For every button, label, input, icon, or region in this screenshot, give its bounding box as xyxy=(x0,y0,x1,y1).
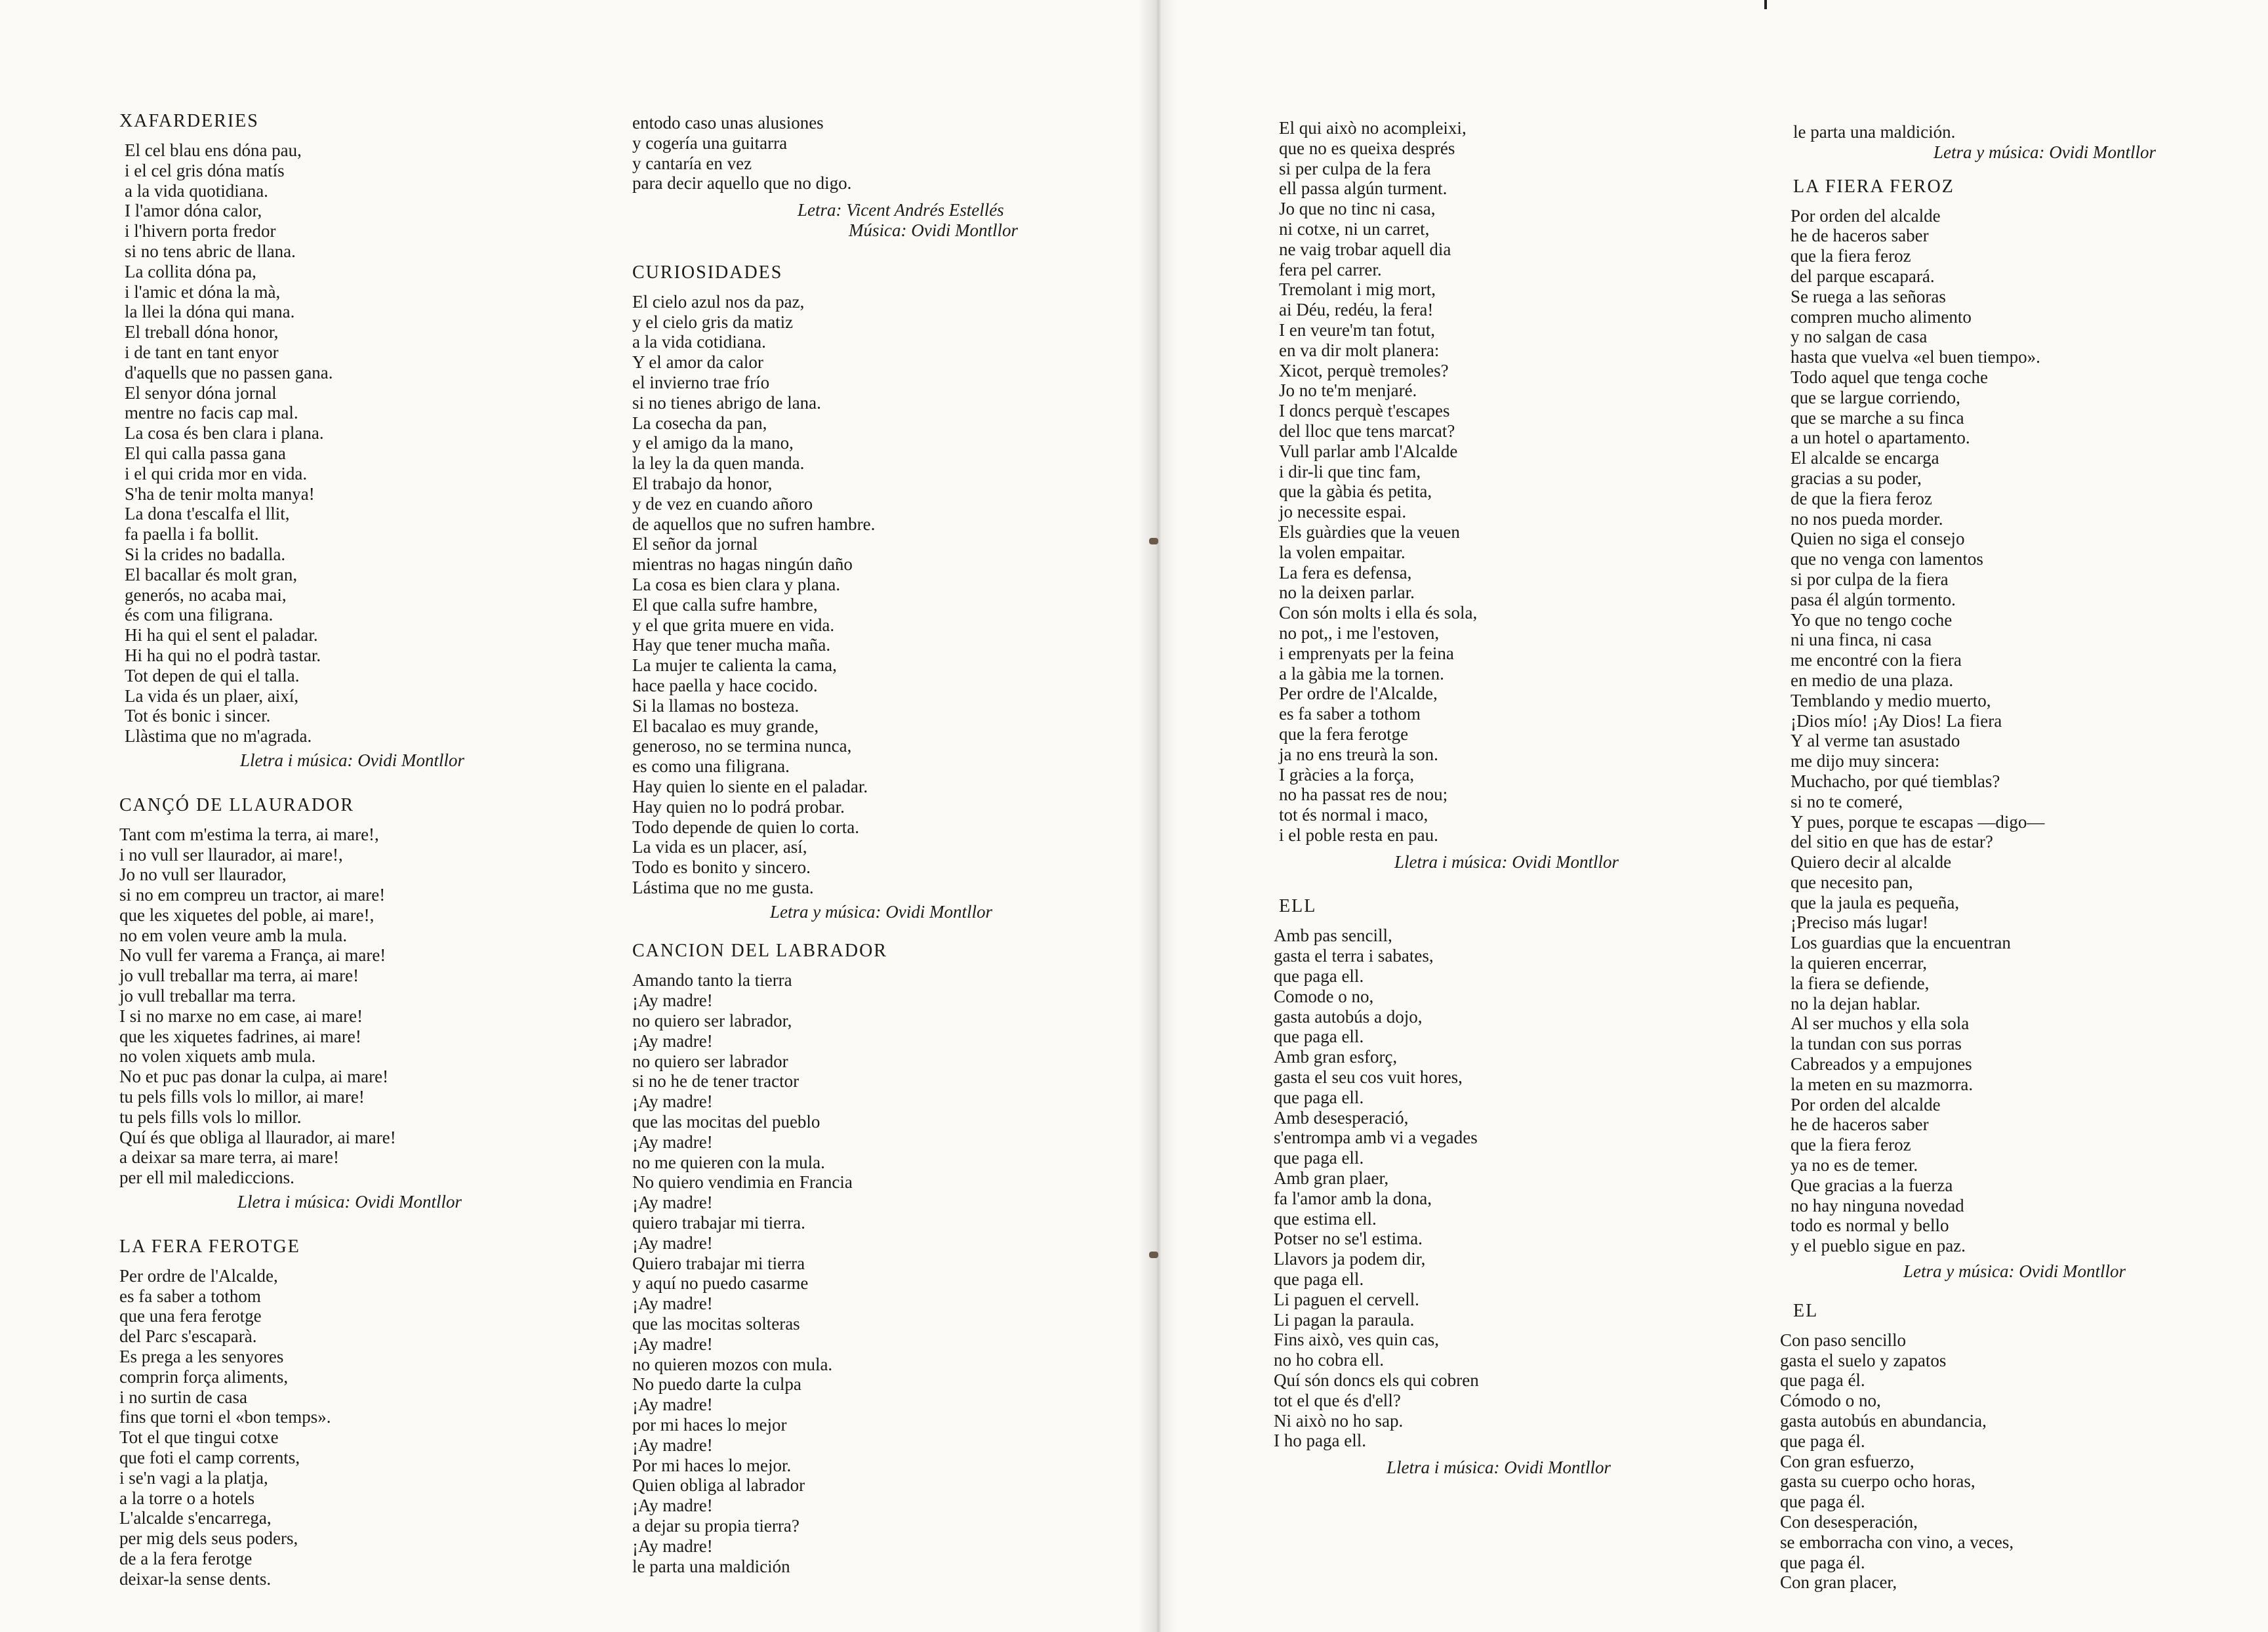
lyric-line: todo es normal y bello xyxy=(1791,1215,1949,1236)
lyric-line: la llei la dóna qui mana. xyxy=(125,302,295,322)
lyric-line: i el poble resta en pau. xyxy=(1279,825,1438,845)
lyric-line: ni una finca, ni casa xyxy=(1791,630,1932,650)
lyric-line: que paga ell. xyxy=(1274,1027,1364,1047)
lyric-line: ai Déu, redéu, la fera! xyxy=(1279,300,1434,320)
lyric-line: i dir-li que tinc fam, xyxy=(1279,461,1421,481)
lyric-line: quiero trabajar mi tierra. xyxy=(632,1213,805,1233)
lyric-line: No et puc pas donar la culpa, ai mare! xyxy=(119,1067,389,1087)
lyric-line: no me quieren con la mula. xyxy=(632,1152,825,1172)
lyric-line: de a la fera ferotge xyxy=(119,1549,253,1568)
lyric-line: ¡Ay madre! xyxy=(632,1435,713,1455)
lyric-line: per ell mil malediccions. xyxy=(119,1168,294,1188)
lyric-line: ¡Ay madre! xyxy=(632,1030,713,1051)
lyric-line: ya no es de temer. xyxy=(1791,1155,1918,1175)
lyric-line: El qui això no acompleixi, xyxy=(1279,118,1467,138)
lyric-line: Per ordre de l'Alcalde, xyxy=(1279,683,1438,704)
lyric-line: Jo no te'm menjaré. xyxy=(1279,380,1417,401)
lyric-line: jo necessite espai. xyxy=(1279,502,1407,522)
lyric-line: I gràcies a la força, xyxy=(1279,764,1415,785)
lyric-line: si por culpa de la fiera xyxy=(1791,569,1949,589)
lyric-line: Al ser muchos y ella sola xyxy=(1791,1013,1970,1034)
lyric-line: Con gran esfuerzo, xyxy=(1780,1451,1914,1471)
lyric-line: El senyor dóna jornal xyxy=(125,382,277,403)
lyric-line: no nos pueda morder. xyxy=(1791,508,1943,529)
lyric-line: Xicot, perquè tremoles? xyxy=(1279,360,1449,380)
lyric-line: y el amigo da la mano, xyxy=(632,433,794,453)
song-title: LA FERA FEROTGE xyxy=(119,1236,300,1257)
column-1 xyxy=(119,112,592,1589)
lyric-line: Por orden del alcalde xyxy=(1791,1094,1941,1114)
lyric-line: I l'amor dóna calor, xyxy=(125,201,262,221)
lyric-line: és com una filigrana. xyxy=(125,605,273,625)
lyric-line: i emprenyats per la feina xyxy=(1279,643,1454,663)
lyric-line: i no surtin de casa xyxy=(119,1387,247,1407)
lyric-line: generoso, no se termina nunca, xyxy=(632,736,852,756)
lyric-line: Amb desesperació, xyxy=(1274,1107,1409,1128)
lyric-line: que paga ell. xyxy=(1274,1148,1364,1168)
lyric-line: Jo que no tinc ni casa, xyxy=(1279,199,1436,219)
lyric-line: a dejar su propia tierra? xyxy=(632,1516,800,1536)
song-lyrics xyxy=(632,292,1104,898)
lyric-line: y no salgan de casa xyxy=(1791,327,1928,347)
lyric-line: Todo aquel que tenga coche xyxy=(1791,367,1988,387)
lyric-line: y de vez en cuando añoro xyxy=(632,493,813,514)
lyric-line: para decir aquello que no digo. xyxy=(632,173,852,194)
lyric-line: Li pagan la paraula. xyxy=(1274,1309,1415,1330)
staple-hole xyxy=(1149,1252,1158,1258)
lyric-line: gasta autobús en abundancia, xyxy=(1780,1411,1987,1431)
lyric-line: a la vida quotidiana. xyxy=(125,180,268,201)
lyric-line: Quiero trabajar mi tierra xyxy=(632,1253,805,1273)
lyric-line: no quieren mozos con mula. xyxy=(632,1354,833,1374)
lyric-line: i l'hivern porta fredor xyxy=(125,221,276,241)
lyric-line: la tundan con sus porras xyxy=(1791,1034,1962,1054)
lyric-line: a un hotel o apartamento. xyxy=(1791,428,1970,448)
lyric-line: Por mi haces lo mejor. xyxy=(632,1455,792,1475)
lyric-line: no quiero ser labrador xyxy=(632,1051,788,1071)
lyric-line: no em volen veure amb la mula. xyxy=(119,925,348,945)
lyric-line: I en veure'm tan fotut, xyxy=(1279,319,1436,340)
lyric-line: i l'amic et dóna la mà, xyxy=(125,281,281,302)
lyric-line: que necesito pan, xyxy=(1791,872,1913,892)
lyric-line: la meten en su mazmorra. xyxy=(1791,1074,1974,1094)
lyric-line: que paga él. xyxy=(1780,1431,1865,1451)
lyric-line: Hay quien no lo podrá probar. xyxy=(632,796,845,817)
song-lyrics xyxy=(632,970,1104,1576)
lyric-line: Potser no se'l estima. xyxy=(1274,1229,1423,1249)
lyric-line: El señor da jornal xyxy=(632,534,758,554)
lyric-line: Cabreados y a empujones xyxy=(1791,1054,1972,1074)
song-lyrics xyxy=(119,1266,592,1589)
lyric-line: Li paguen el cervell. xyxy=(1274,1289,1419,1309)
lyric-line: que estima ell. xyxy=(1274,1208,1377,1229)
lyric-line: gasta el seu cos vuit hores, xyxy=(1274,1067,1463,1088)
song-title: CANÇÓ DE LLAURADOR xyxy=(119,794,354,815)
lyric-line: ¡Preciso más lugar! xyxy=(1791,912,1928,933)
lyric-line: deixar-la sense dents. xyxy=(119,1568,272,1589)
song-credit: Letra: Vicent Andrés Estellés xyxy=(798,200,1004,220)
lyric-line: ¡Ay madre! xyxy=(632,1536,713,1556)
lyric-line: La mujer te calienta la cama, xyxy=(632,655,837,676)
lyric-line: que se marche a su finca xyxy=(1791,407,1964,428)
lyric-line: gracias a su poder, xyxy=(1791,468,1922,488)
lyric-line: ja no ens treurà la son. xyxy=(1279,744,1438,764)
lyric-line: El bacallar és molt gran, xyxy=(125,564,298,584)
lyric-line: y el que grita muere en vida. xyxy=(632,615,835,635)
column-2 xyxy=(632,113,1104,1576)
lyric-line: fins que torni el «bon temps». xyxy=(119,1407,331,1427)
lyric-line: Quien obliga al labrador xyxy=(632,1475,805,1496)
lyric-line: y cantaría en vez xyxy=(632,153,752,173)
lyric-line: y aquí no puedo casarme xyxy=(632,1273,809,1294)
lyric-line: i no vull ser llaurador, ai mare!, xyxy=(119,844,343,865)
lyric-line: es fa saber a tothom xyxy=(1279,704,1421,724)
column-4 xyxy=(1780,122,2265,1593)
lyric-line: si no he de tener tractor xyxy=(632,1071,800,1091)
lyric-line: El cel blau ens dóna pau, xyxy=(125,140,302,160)
lyric-line: no la deixen parlar. xyxy=(1279,582,1415,603)
book-gutter xyxy=(1138,0,1177,1632)
staple-hole xyxy=(1149,538,1158,544)
lyric-line: que la gàbia és petita, xyxy=(1279,481,1432,502)
lyric-line: le parta una maldición. xyxy=(1793,122,1956,142)
song-title: CANCION DEL LABRADOR xyxy=(632,941,887,962)
lyric-line: Llavors ja podem dir, xyxy=(1274,1249,1426,1269)
lyric-line: La vida es un placer, así, xyxy=(632,837,807,857)
lyric-line: la volen empaitar. xyxy=(1279,542,1406,562)
lyric-line: a deixar sa mare terra, ai mare! xyxy=(119,1147,340,1168)
song-credit: Lletra i música: Ovidi Montllor xyxy=(1394,851,1619,872)
lyric-line: No puedo darte la culpa xyxy=(632,1374,801,1395)
lyric-line: compren mucho alimento xyxy=(1791,306,1972,327)
lyric-line: Muchacho, por qué tiemblas? xyxy=(1791,771,2000,791)
lyric-line: no quiero ser labrador, xyxy=(632,1011,792,1031)
lyric-line: no ha passat res de nou; xyxy=(1279,785,1448,805)
lyric-line: fera pel carrer. xyxy=(1279,259,1382,279)
lyric-line: que foti el camp corrents, xyxy=(119,1448,300,1468)
lyric-line: del parque escapará. xyxy=(1791,266,1935,286)
page-edge-mark xyxy=(1764,0,1767,9)
lyric-line: i el cel gris dóna matís xyxy=(125,160,285,180)
lyric-line: i se'n vagi a la platja, xyxy=(119,1467,268,1488)
lyric-line: que no es queixa després xyxy=(1279,138,1455,158)
song-credit: Lletra i música: Ovidi Montllor xyxy=(237,1192,462,1212)
lyric-line: tu pels fills vols lo millor, ai mare! xyxy=(119,1087,365,1107)
lyric-line: No vull fer varema a França, ai mare! xyxy=(119,945,386,966)
song-title: LA FIERA FEROZ xyxy=(1793,176,1954,197)
lyric-line: que la jaula es pequeña, xyxy=(1791,892,1960,912)
lyric-line: Si la llamas no bosteza. xyxy=(632,695,800,716)
lyric-line: ¡Ay madre! xyxy=(632,1395,713,1415)
lyric-line: no volen xiquets amb mula. xyxy=(119,1046,316,1067)
song-lyrics xyxy=(1274,926,1751,1451)
lyric-line: Temblando y medio muerto, xyxy=(1791,690,1991,710)
lyric-line: mentre no facis cap mal. xyxy=(125,403,298,423)
song-credit: Lletra i música: Ovidi Montllor xyxy=(1387,1458,1611,1478)
song-lyrics xyxy=(119,825,592,1188)
lyric-line: Quí són doncs els qui cobren xyxy=(1274,1370,1479,1391)
song-credit: Letra y música: Ovidi Montllor xyxy=(1934,142,2156,162)
lyric-line: Hi ha qui no el podrà tastar. xyxy=(125,645,321,665)
song-lyrics xyxy=(119,140,592,746)
lyric-line: S'ha de tenir molta manya! xyxy=(125,483,315,504)
lyric-line: El treball dóna honor, xyxy=(125,322,279,342)
lyric-line: que paga él. xyxy=(1780,1370,1865,1391)
lyric-line: que paga ell. xyxy=(1274,966,1364,987)
lyric-line: i el qui crida mor en vida. xyxy=(125,463,308,483)
lyric-line: No quiero vendimia en Francia xyxy=(632,1172,853,1193)
lyric-line: ell passa algún turment. xyxy=(1279,178,1448,199)
lyric-line: que una fera ferotge xyxy=(119,1306,262,1326)
lyric-line: El qui calla passa gana xyxy=(125,443,286,463)
lyric-line: no la dejan hablar. xyxy=(1791,993,1920,1013)
lyric-line: ni cotxe, ni un carret, xyxy=(1279,218,1430,239)
lyric-line: Y pues, porque te escapas —digo— xyxy=(1791,811,2045,832)
lyric-line: Que gracias a la fuerza xyxy=(1791,1175,1953,1195)
lyric-line: y cogería una guitarra xyxy=(632,133,788,153)
lyric-line: Els guàrdies que la veuen xyxy=(1279,521,1460,542)
lyric-line: Jo no vull ser llaurador, xyxy=(119,865,287,885)
lyric-line: que las mocitas del pueblo xyxy=(632,1112,820,1132)
song-lyrics xyxy=(632,113,1104,194)
lyric-line: he de haceros saber xyxy=(1791,1114,1929,1135)
lyric-line: el invierno trae frío xyxy=(632,372,770,392)
lyric-line: gasta autobús a dojo, xyxy=(1274,1006,1423,1027)
lyric-line: que paga ell. xyxy=(1274,1269,1364,1290)
lyric-line: que les xiquetes fadrines, ai mare! xyxy=(119,1026,361,1046)
song-credit: Letra y música: Ovidi Montllor xyxy=(770,901,992,922)
lyric-line: mientras no hagas ningún daño xyxy=(632,554,853,575)
song-title: CURIOSIDADES xyxy=(632,262,783,283)
lyric-line: que paga él. xyxy=(1780,1552,1865,1572)
lyric-line: a la gàbia me la tornen. xyxy=(1279,663,1444,683)
lyric-line: gasta el terra i sabates, xyxy=(1274,946,1434,966)
lyric-line: La cosecha da pan, xyxy=(632,413,767,433)
lyric-line: ne vaig trobar aquell dia xyxy=(1279,239,1451,259)
song-lyrics xyxy=(1279,118,1751,846)
lyric-line: Con són molts i ella és sola, xyxy=(1279,603,1478,623)
lyric-line: Per ordre de l'Alcalde, xyxy=(119,1265,278,1286)
lyric-line: Tot depen de qui el talla. xyxy=(125,665,300,685)
lyric-line: Comode o no, xyxy=(1274,986,1374,1006)
lyric-line: Cómodo o no, xyxy=(1780,1391,1881,1411)
lyric-line: ¡Ay madre! xyxy=(632,990,713,1011)
lyric-line: si no em compreu un tractor, ai mare! xyxy=(119,885,386,905)
lyric-line: Quien no siga el consejo xyxy=(1791,529,1965,549)
lyric-line: que les xiquetes del poble, ai mare!, xyxy=(119,905,375,925)
lyric-line: en va dir molt planera: xyxy=(1279,340,1440,360)
lyric-line: La cosa es bien clara y plana. xyxy=(632,574,841,594)
lyric-line: L'alcalde s'encarrega, xyxy=(119,1508,272,1528)
lyric-line: y el pueblo sigue en paz. xyxy=(1791,1236,1966,1256)
song-title: XAFARDERIES xyxy=(119,111,259,131)
lyric-line: Hi ha qui el sent el paladar. xyxy=(125,625,318,645)
lyric-line: Lástima que no me gusta. xyxy=(632,877,814,897)
song-lyrics xyxy=(1780,1330,2265,1593)
lyric-line: la ley la da quen manda. xyxy=(632,453,805,474)
song-credit: Música: Ovidi Montllor xyxy=(849,220,1018,240)
lyric-line: tot el que és d'ell? xyxy=(1274,1390,1401,1410)
lyric-line: Todo es bonito y sincero. xyxy=(632,857,811,878)
lyric-line: Hay que tener mucha maña. xyxy=(632,635,831,655)
lyric-line: ¡Ay madre! xyxy=(632,1132,713,1152)
lyric-line: Amando tanto la tierra xyxy=(632,970,792,990)
song-lyrics xyxy=(1791,206,2265,1256)
lyric-line: la fiera se defiende, xyxy=(1791,973,1930,993)
lyric-line: Si la crides no badalla. xyxy=(125,544,286,564)
lyric-line: La dona t'escalfa el llit, xyxy=(125,504,290,524)
lyric-line: Quí és que obliga al llaurador, ai mare! xyxy=(119,1127,396,1147)
lyric-line: fa l'amor amb la dona, xyxy=(1274,1188,1432,1208)
lyric-line: me encontré con la fiera xyxy=(1791,650,1962,670)
lyric-line: que no venga con lamentos xyxy=(1791,549,1983,569)
lyric-line: Y al verme tan asustado xyxy=(1791,731,1960,751)
song-title: EL xyxy=(1793,1300,1819,1321)
lyric-line: del Parc s'escaparà. xyxy=(119,1326,257,1347)
lyric-line: ¡Ay madre! xyxy=(632,1496,713,1516)
lyric-line: Hay quien lo siente en el paladar. xyxy=(632,776,868,796)
lyric-line: Tot és bonic i sincer. xyxy=(125,706,271,726)
lyric-line: ¡Dios mío! ¡Ay Dios! La fiera xyxy=(1791,710,2002,731)
lyric-line: hace paella y hace cocido. xyxy=(632,675,818,695)
lyric-line: es como una filigrana. xyxy=(632,756,790,777)
lyric-line: gasta su cuerpo ocho horas, xyxy=(1780,1471,1975,1492)
lyric-line: La fera es defensa, xyxy=(1279,562,1412,582)
lyric-line: no ho cobra ell. xyxy=(1274,1350,1384,1370)
song-credit: Letra y música: Ovidi Montllor xyxy=(1903,1261,2126,1282)
lyric-line: ¡Ay madre! xyxy=(632,1294,713,1314)
lyric-line: Amb gran esforç, xyxy=(1274,1047,1398,1067)
lyric-line: Yo que no tengo coche xyxy=(1791,609,1953,630)
lyric-line: si per culpa de la fera xyxy=(1279,158,1431,178)
lyric-line: ¡Ay madre! xyxy=(632,1334,713,1354)
lyric-line: del sitio en que has de estar? xyxy=(1791,832,1993,852)
lyric-line: Es prega a les senyores xyxy=(119,1347,284,1367)
lyric-line: i de tant en tant enyor xyxy=(125,342,279,362)
lyric-line: de aquellos que no sufren hambre. xyxy=(632,514,876,534)
lyric-line: Con gran placer, xyxy=(1780,1572,1897,1593)
lyric-line: Por orden del alcalde xyxy=(1791,205,1941,226)
lyric-line: ¡Ay madre! xyxy=(632,1091,713,1112)
lyric-line: pasa él algún tormento. xyxy=(1791,589,1956,609)
lyric-line: Y el amor da calor xyxy=(632,352,763,373)
lyric-line: generós, no acaba mai, xyxy=(125,584,287,605)
lyric-line: es fa saber a tothom xyxy=(119,1286,261,1306)
lyric-line: El que calla sufre hambre, xyxy=(632,594,818,615)
lyric-line: I ho paga ell. xyxy=(1274,1431,1366,1451)
lyric-line: tot és normal i maco, xyxy=(1279,805,1428,825)
lyric-line: El cielo azul nos da paz, xyxy=(632,291,805,312)
lyric-line: El bacalao es muy grande, xyxy=(632,716,819,736)
song-lyrics xyxy=(1793,122,2265,142)
lyric-line: he de haceros saber xyxy=(1791,226,1929,246)
lyric-line: que la fera ferotge xyxy=(1279,724,1409,744)
lyric-line: I doncs perquè t'escapes xyxy=(1279,401,1450,421)
lyric-line: a la torre o a hotels xyxy=(119,1488,255,1508)
lyric-line: ¡Ay madre! xyxy=(632,1193,713,1213)
lyric-line: que paga ell. xyxy=(1274,1087,1364,1107)
lyric-line: La vida és un plaer, així, xyxy=(125,685,299,706)
lyric-line: Vull parlar amb l'Alcalde xyxy=(1279,441,1458,461)
lyric-line: a la vida cotidiana. xyxy=(632,332,766,352)
lyric-line: fa paella i fa bollit. xyxy=(125,524,259,544)
lyric-line: gasta el suelo y zapatos xyxy=(1780,1350,1947,1370)
lyric-line: se emborracha con vino, a veces, xyxy=(1780,1532,2014,1552)
lyric-line: Tant com m'estima la terra, ai mare!, xyxy=(119,824,379,844)
lyric-line: le parta una maldición xyxy=(632,1556,790,1576)
lyric-line: que se largue corriendo, xyxy=(1791,387,1960,407)
lyric-line: en medio de una plaza. xyxy=(1791,670,1954,690)
lyric-line: per mig dels seus poders, xyxy=(119,1528,298,1549)
lyric-line: comprin força aliments, xyxy=(119,1366,289,1387)
lyric-line: jo vull treballar ma terra, ai mare! xyxy=(119,966,359,986)
lyric-line: si no tienes abrigo de lana. xyxy=(632,392,821,413)
lyric-line: La cosa és ben clara i plana. xyxy=(125,423,324,443)
lyric-line: jo vull treballar ma terra. xyxy=(119,986,296,1006)
lyric-line: Ni això no ho sap. xyxy=(1274,1410,1404,1431)
lyric-line: que las mocitas solteras xyxy=(632,1314,800,1334)
lyric-line: no hay ninguna novedad xyxy=(1791,1195,1964,1215)
lyric-line: que la fiera feroz xyxy=(1791,1135,1911,1155)
lyric-line: Con paso sencillo xyxy=(1780,1330,1906,1350)
lyric-line: La collita dóna pa, xyxy=(125,261,256,281)
lyric-line: Amb gran plaer, xyxy=(1274,1168,1389,1189)
lyric-line: d'aquells que no passen gana. xyxy=(125,362,333,382)
lyric-line: hasta que vuelva «el buen tiempo». xyxy=(1791,347,2040,367)
lyric-line: El trabajo da honor, xyxy=(632,473,773,493)
lyric-line: Fins això, ves quin cas, xyxy=(1274,1330,1439,1350)
lyric-line: Los guardias que la encuentran xyxy=(1791,933,2011,953)
lyric-line: del lloc que tens marcat? xyxy=(1279,420,1455,441)
lyric-line: que la fiera feroz xyxy=(1791,246,1911,266)
lyric-line: Llàstima que no m'agrada. xyxy=(125,726,312,746)
lyric-line: si no tens abric de llana. xyxy=(125,241,296,261)
lyric-line: la quieren encerrar, xyxy=(1791,953,1928,973)
lyric-line: Tremolant i mig mort, xyxy=(1279,279,1436,300)
lyric-line: tu pels fills vols lo millor. xyxy=(119,1107,302,1127)
lyric-line: Con desesperación, xyxy=(1780,1512,1918,1532)
column-3 xyxy=(1274,118,1751,1478)
lyric-line: Todo depende de quien lo corta. xyxy=(632,817,859,837)
lyric-line: entodo caso unas alusiones xyxy=(632,113,824,133)
lyric-line: El alcalde se encarga xyxy=(1791,448,1939,468)
lyric-line: no pot,, i me l'estoven, xyxy=(1279,622,1440,643)
lyric-line: me dijo muy sincera: xyxy=(1791,751,1940,771)
lyric-line: y el cielo gris da matiz xyxy=(632,312,794,332)
lyric-line: por mi haces lo mejor xyxy=(632,1415,787,1435)
song-title: ELL xyxy=(1279,896,1317,917)
lyric-line: de que la fiera feroz xyxy=(1791,488,1932,508)
lyric-line: si no te comeré, xyxy=(1791,791,1903,811)
lyric-line: s'entrompa amb vi a vegades xyxy=(1274,1128,1478,1148)
lyric-line: Amb pas sencill, xyxy=(1274,926,1392,946)
lyric-line: Quiero decir al alcalde xyxy=(1791,852,1952,872)
lyric-line: Tot el que tingui cotxe xyxy=(119,1427,279,1448)
lyric-line: Se ruega a las señoras xyxy=(1791,286,1946,306)
song-credit: Lletra i música: Ovidi Montllor xyxy=(240,750,464,770)
lyric-line: I si no marxe no em case, ai mare! xyxy=(119,1006,363,1026)
lyric-line: ¡Ay madre! xyxy=(632,1233,713,1253)
lyric-line: que paga él. xyxy=(1780,1492,1865,1512)
